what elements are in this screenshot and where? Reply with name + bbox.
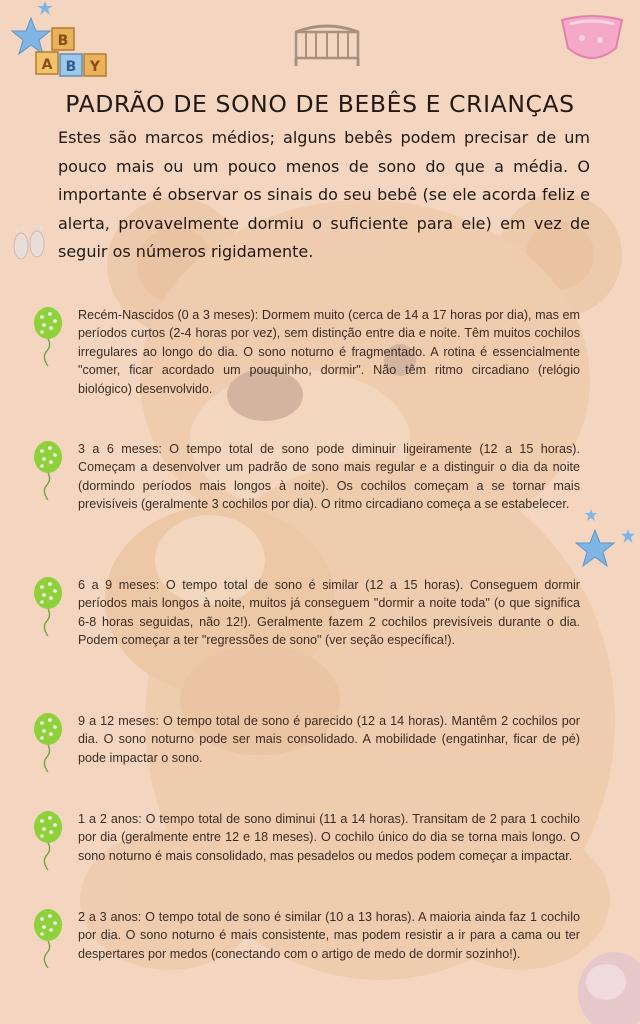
item-text: 1 a 2 anos: O tempo total de sono diminui (11 a 14 horas). Transitam de 2 para 1 cochilo por dia (geralmente entre 12 e 18 meses). O cochilo único do dia se torna mais longo. O sono noturno é mais consolidado, mas pesadelos ou medos podem começar a impactar. <box>78 812 580 863</box>
crib-icon <box>292 20 362 68</box>
item-text: 6 a 9 meses: O tempo total de sono é similar (12 a 15 horas). Conseguem dormir períodos mais longos à noite, muitos já conseguem "dormir a noite toda" (o que significa 6-8 horas seguidas, não 12!). Geralmente fazem 2 cochilos previsíveis durante o dia. Podem começar a ter "regressões de sono" (ver seção específica!). <box>78 578 580 648</box>
item-text: 9 a 12 meses: O tempo total de sono é parecido (12 a 14 horas). Mantêm 2 cochilos por dia. O sono noturno pode ser mais consolidado. A mobilidade (engatinhar, ficar de pé) pode impactar o sono. <box>78 714 580 765</box>
item-text: Recém-Nascidos (0 a 3 meses): Dormem muito (cerca de 14 a 17 horas por dia), mas em períodos curtos (2-4 horas por vez), sem distinção entre dia e noite. Têm muitos cochilos irregulares ao longo do dia. O sono noturno é fragmentado. A rotina é essencialmente "comer, ficar acordado um pouquinho, dormir". Não têm ritmo circadiano (relógio biológico) desenvolvido. <box>78 308 580 396</box>
block-letter: B <box>57 33 69 49</box>
green-balloon-icon <box>32 576 66 638</box>
block-letter: Y <box>89 59 101 75</box>
item-text: 3 a 6 meses: O tempo total de sono pode diminuir ligeiramente (12 a 15 horas). Começam a desenvolver um padrão de sono mais regular e a distinguir o dia da noite (dormindo períodos mais longos à noite). Os cochilos começam a se tornar mais previsíveis (geralmente 3 cochilos por dia). O ritmo circadiano começa a se estabelecer. <box>78 442 580 512</box>
green-balloon-icon <box>32 810 66 872</box>
small-star-icon <box>36 0 54 16</box>
green-balloon-icon <box>32 908 66 970</box>
page-title: PADRÃO DE SONO DE BEBÊS E CRIANÇAS <box>65 90 575 118</box>
blue-star-icon <box>574 528 616 568</box>
intro-paragraph: Estes são marcos médios; alguns bebês podem precisar de um pouco mais ou um pouco menos de sono do que a média. O importante é observar os sinais do seu bebê (se ele acorda feliz e alerta, provavelmente dormiu o suficiente para ele) em vez de seguir os números rigidamente. <box>58 128 590 261</box>
small-star-icon <box>584 508 598 522</box>
footprints-icon <box>8 222 50 262</box>
green-balloon-icon <box>32 712 66 774</box>
item-text: 2 a 3 anos: O tempo total de sono é similar (10 a 13 horas). A maioria ainda faz 1 cochilo por dia. O sono noturno é mais consistente, mas podem resistir a ir para a cama ou ter despertares por medos (conectando com o artigo de medo de dormir sozinho!). <box>78 910 580 961</box>
green-balloon-icon <box>32 306 66 368</box>
block-letter: A <box>41 57 53 73</box>
green-balloon-icon <box>32 440 66 502</box>
diaper-icon <box>556 10 628 70</box>
baby-blocks-icon <box>34 26 118 78</box>
block-letter: B <box>65 59 77 75</box>
small-star-icon <box>620 528 636 544</box>
